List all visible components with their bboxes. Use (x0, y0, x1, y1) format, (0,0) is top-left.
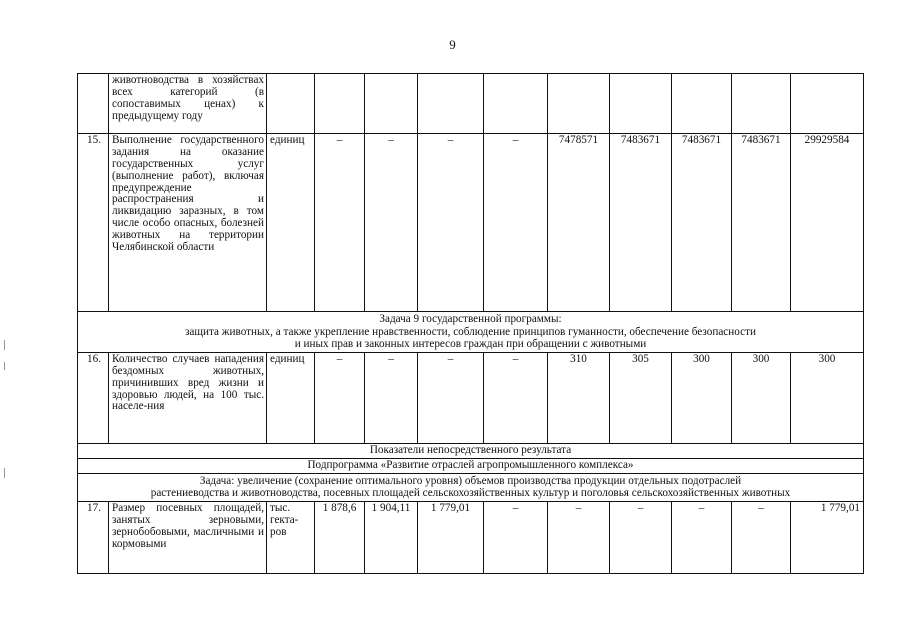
margin-mark (4, 340, 5, 350)
table-row (78, 502, 864, 574)
value-cell: 29929584 (791, 134, 864, 312)
value-cell: 7483671 (732, 134, 791, 312)
indicator-name: Размер посевных площадей, занятых зерновыми, зернобобовыми, масличными и кормовыми (109, 502, 267, 574)
table-row (78, 352, 864, 443)
indicator-name: Количество случаев нападения бездомных животных, причинивших вред жизни и здоровью людей, на 100 тыс. населе-ния (109, 352, 267, 443)
indicators-table (77, 73, 864, 574)
task-heading-line: растениеводства и животноводства, посевных площадей сельскохозяйственных культур и поголовья сельскохозяйственных животных (150, 487, 791, 500)
value-cell: 300 (732, 352, 791, 443)
value-cell: – (484, 502, 548, 574)
margin-mark (4, 362, 5, 370)
value-cell: – (610, 502, 672, 574)
value-cell: – (548, 502, 610, 574)
table-row (78, 473, 864, 501)
value-cell: 7483671 (672, 134, 732, 312)
value-cell: 1 779,01 (418, 502, 484, 574)
value-cell: – (732, 502, 791, 574)
value-cell: – (365, 134, 418, 312)
task-heading-line: Задача 9 государственной программы: (379, 313, 562, 325)
unit: единиц (267, 134, 315, 312)
unit: единиц (267, 352, 315, 443)
value-cell: – (418, 352, 484, 443)
value-cell: – (315, 134, 365, 312)
value-cell: 300 (791, 352, 864, 443)
value-cell: 7478571 (548, 134, 610, 312)
cell-unit (267, 74, 315, 134)
indicator-name: животноводства в хозяйствах всех категорий (в сопоставимых ценах) к предыдущему году (109, 74, 267, 134)
value-cell: 1 904,11 (365, 502, 418, 574)
task-heading-line: Задача: увеличение (сохранение оптимального уровня) объемов производства продукции отдельных подотраслей (199, 474, 742, 487)
task-heading (78, 473, 864, 501)
row-number: 17. (78, 502, 109, 574)
page-number: 9 (449, 37, 456, 52)
value-cell: – (418, 134, 484, 312)
table-row (78, 134, 864, 312)
value-cell: 7483671 (610, 134, 672, 312)
unit: тыс. гекта-ров (267, 502, 315, 574)
cell-num (78, 74, 109, 134)
table-row (78, 443, 864, 458)
value-cell: 1 878,6 (315, 502, 365, 574)
section-heading: Показатели непосредственного результата (78, 443, 864, 458)
value-cell: 300 (672, 352, 732, 443)
value-cell: – (315, 352, 365, 443)
value-cell: 305 (610, 352, 672, 443)
value-cell: 310 (548, 352, 610, 443)
task-heading (78, 312, 864, 353)
task-heading-line: защита животных, а также укрепление нравственности, соблюдение принципов гуманности, обеспечение безопасности (185, 325, 756, 338)
row-number: 16. (78, 352, 109, 443)
table-row (78, 458, 864, 473)
indicator-name: Выполнение государственного задания на оказание государственных услуг (выполнение работ), включая предупреждение распространения и ликвидацию заразных, в том числе особо опасных, болезней животных на территории Челябинской области (109, 134, 267, 312)
subprogram-heading: Подпрограмма «Развитие отраслей агропромышленного комплекса» (78, 458, 864, 473)
margin-mark (4, 468, 5, 478)
value-cell: – (672, 502, 732, 574)
value-cell: 1 779,01 (791, 502, 864, 574)
task-heading-line: и иных прав и законных интересов граждан при обращении с животными (294, 338, 647, 351)
value-cell: – (484, 352, 548, 443)
row-number: 15. (78, 134, 109, 312)
value-cell: – (365, 352, 418, 443)
table-row (78, 312, 864, 353)
value-cell: – (484, 134, 548, 312)
table-row (78, 74, 864, 134)
